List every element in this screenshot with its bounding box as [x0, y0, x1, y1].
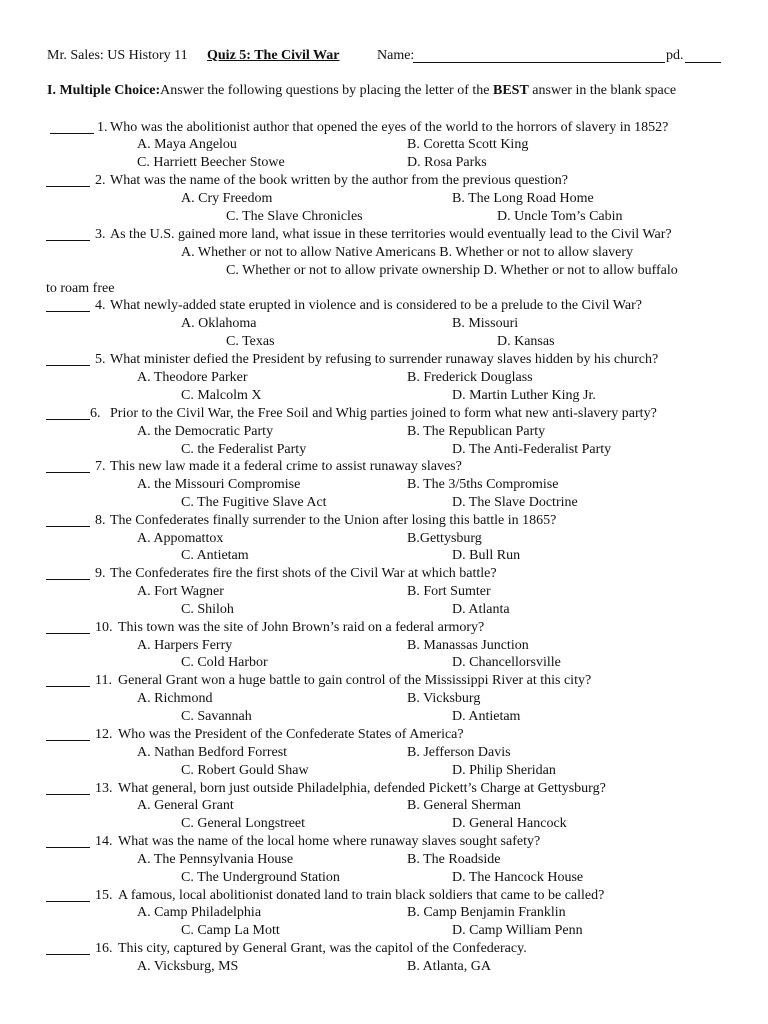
option-b: B. General Sherman — [407, 798, 521, 813]
question-2 — [0, 172, 768, 190]
option-d: D. The Anti-Federalist Party — [452, 442, 612, 457]
options-row-2 — [0, 815, 768, 833]
options-row-1 — [0, 851, 768, 869]
question-number: 5. — [95, 352, 106, 367]
option-a: A. the Democratic Party — [137, 424, 274, 439]
options-row-2 — [0, 208, 768, 226]
options-row-1 — [0, 476, 768, 494]
option-b: B. Frederick Douglass — [407, 370, 533, 385]
options-row-2 — [0, 869, 768, 887]
option-c: C. Camp La Mott — [181, 923, 280, 938]
question-number: 12. — [95, 727, 113, 742]
options-row-1 — [0, 530, 768, 548]
question-text: As the U.S. gained more land, what issue in these territories would eventually lead to the Civil War? — [110, 227, 672, 242]
option-d: D. Camp William Penn — [452, 923, 583, 938]
option-d: D. The Slave Doctrine — [452, 495, 578, 510]
question-number: 4. — [95, 298, 106, 313]
question-text: Prior to the Civil War, the Free Soil and Whig parties joined to form what new anti-slavery party? — [110, 406, 657, 421]
answer-blank-15[interactable] — [46, 887, 90, 902]
options-row-1 — [0, 369, 768, 387]
option-c: C. The Underground Station — [181, 870, 340, 885]
answer-blank-1[interactable] — [50, 119, 94, 134]
option-a: A. Vicksburg, MS — [137, 959, 239, 974]
options-row-1 — [0, 190, 768, 208]
option-d: D. General Hancock — [452, 816, 567, 831]
answer-blank-10[interactable] — [46, 619, 90, 634]
pd-label: pd. — [666, 48, 684, 63]
answer-blank-4[interactable] — [46, 297, 90, 312]
question-8 — [0, 512, 768, 530]
options-row-1 — [0, 423, 768, 441]
question-11 — [0, 672, 768, 690]
option-b: B. The 3/5ths Compromise — [407, 477, 559, 492]
question-number: 16. — [95, 941, 113, 956]
answer-blank-16[interactable] — [46, 940, 90, 955]
question-12 — [0, 726, 768, 744]
answer-blank-9[interactable] — [46, 565, 90, 580]
option-a: A. Camp Philadelphia — [137, 905, 262, 920]
options-row-1 — [0, 904, 768, 922]
name-field[interactable] — [413, 47, 665, 63]
question-9 — [0, 565, 768, 583]
option-a: A. the Missouri Compromise — [137, 477, 301, 492]
option-c: C. Texas — [226, 334, 275, 349]
answer-blank-2[interactable] — [46, 172, 90, 187]
answer-blank-8[interactable] — [46, 512, 90, 527]
question-text: This new law made it a federal crime to assist runaway slaves? — [110, 459, 462, 474]
options-row-2 — [0, 154, 768, 172]
options-row-1 — [0, 244, 768, 262]
answer-blank-7[interactable] — [46, 458, 90, 473]
question-15 — [0, 887, 768, 905]
option-d: D. Chancellorsville — [452, 655, 561, 670]
option-b: B. Camp Benjamin Franklin — [407, 905, 566, 920]
option-a: A. Nathan Bedford Forrest — [137, 745, 288, 760]
option-a: A. The Pennsylvania House — [137, 852, 294, 867]
option-c: C. Cold Harbor — [181, 655, 268, 670]
name-label: Name: — [377, 48, 415, 63]
question-text: Who was the abolitionist author that opened the eyes of the world to the horrors of slavery in 1852? — [110, 120, 669, 135]
options-row-2 — [0, 262, 768, 280]
question-number: 13. — [95, 781, 113, 796]
option-d: D. Antietam — [452, 709, 521, 724]
question-number: 7. — [95, 459, 106, 474]
question-number: 1. — [97, 120, 108, 135]
options-row-1 — [0, 958, 768, 976]
question-number: 6. — [90, 406, 101, 421]
period-field[interactable] — [685, 47, 721, 63]
option-c: C. The Fugitive Slave Act — [181, 495, 327, 510]
option-a: A. Cry Freedom — [181, 191, 273, 206]
option-wrap: to roam free — [46, 281, 115, 296]
option-d: D. Philip Sheridan — [452, 763, 556, 778]
option-b: B. Atlanta, GA — [407, 959, 491, 974]
options-row-2 — [0, 333, 768, 351]
options-row-2 — [0, 494, 768, 512]
option-b: B. Vicksburg — [407, 691, 481, 706]
question-text: The Confederates finally surrender to the Union after losing this battle in 1865? — [110, 513, 557, 528]
option-d: D. Kansas — [497, 334, 555, 349]
question-text: Who was the President of the Confederate States of America? — [118, 727, 464, 742]
question-13 — [0, 780, 768, 798]
option-a: A. Harpers Ferry — [137, 638, 233, 653]
option-b: B. The Roadside — [407, 852, 501, 867]
teacher-course: Mr. Sales: US History 11 — [47, 48, 188, 63]
option-d: D. The Hancock House — [452, 870, 584, 885]
option-d: D. Uncle Tom’s Cabin — [497, 209, 623, 224]
question-number: 14. — [95, 834, 113, 849]
question-number: 8. — [95, 513, 106, 528]
option-b: B. The Long Road Home — [452, 191, 594, 206]
options-row-1 — [0, 315, 768, 333]
options-row-1 — [0, 583, 768, 601]
option-b: B. The Republican Party — [407, 424, 546, 439]
option-c: C. General Longstreet — [181, 816, 306, 831]
answer-blank-12[interactable] — [46, 726, 90, 741]
option-c: C. Antietam — [181, 548, 249, 563]
option-b: B. Jefferson Davis — [407, 745, 511, 760]
option-c: C. Harriett Beecher Stowe — [137, 155, 285, 170]
question-7 — [0, 458, 768, 476]
answer-blank-5[interactable] — [46, 351, 90, 366]
instructions-text: Answer the following questions by placing the letter of the — [160, 83, 493, 98]
answer-blank-6[interactable] — [46, 405, 90, 420]
option-b: B.Gettysburg — [407, 531, 482, 546]
answer-blank-14[interactable] — [46, 833, 90, 848]
option-b: B. Manassas Junction — [407, 638, 529, 653]
question-6 — [0, 405, 768, 423]
option-a: A. Appomattox — [137, 531, 224, 546]
option-b: B. Coretta Scott King — [407, 137, 529, 152]
question-text: What newly-added state erupted in violence and is considered to be a prelude to the Civil War? — [110, 298, 642, 313]
option-d: D. Rosa Parks — [407, 155, 487, 170]
question-number: 15. — [95, 888, 113, 903]
question-number: 3. — [95, 227, 106, 242]
option-d: D. Martin Luther King Jr. — [452, 388, 596, 403]
option-a: A. General Grant — [137, 798, 234, 813]
option-d: D. Atlanta — [452, 602, 510, 617]
options-row-2 — [0, 762, 768, 780]
question-text: General Grant won a huge battle to gain control of the Mississippi River at this city? — [118, 673, 592, 688]
quiz-header — [0, 47, 768, 65]
options-row-2 — [0, 654, 768, 672]
question-text: What was the name of the local home where runaway slaves sought safety? — [118, 834, 541, 849]
options-row-1 — [0, 797, 768, 815]
options-row-1 — [0, 637, 768, 655]
option-c: C. Savannah — [181, 709, 252, 724]
answer-blank-3[interactable] — [46, 226, 90, 241]
question-4 — [0, 297, 768, 315]
options-row-1 — [0, 136, 768, 154]
question-16 — [0, 940, 768, 958]
question-number: 11. — [95, 673, 112, 688]
option-c: C. the Federalist Party — [181, 442, 307, 457]
options-row-1 — [0, 744, 768, 762]
options-cd: C. Whether or not to allow private ownership D. Whether or not to allow buffalo — [226, 263, 678, 278]
options-row-2 — [0, 387, 768, 405]
option-b: B. Fort Sumter — [407, 584, 491, 599]
question-text: What minister defied the President by refusing to surrender runaway slaves hidden by his church? — [110, 352, 659, 367]
option-c: C. Shiloh — [181, 602, 234, 617]
instructions-text-end: answer in the blank space — [528, 83, 677, 98]
question-5 — [0, 351, 768, 369]
question-3 — [0, 226, 768, 244]
option-a: A. Maya Angelou — [137, 137, 237, 152]
question-number: 2. — [95, 173, 106, 188]
question-text: The Confederates fire the first shots of the Civil War at which battle? — [110, 566, 497, 581]
option-c: C. Malcolm X — [181, 388, 262, 403]
options-row-1 — [0, 690, 768, 708]
options-row-2 — [0, 922, 768, 940]
question-text: This city, captured by General Grant, was the capitol of the Confederacy. — [118, 941, 527, 956]
quiz-title: Quiz 5: The Civil War — [207, 48, 340, 63]
option-c: C. The Slave Chronicles — [226, 209, 363, 224]
best-emphasis: BEST — [492, 83, 529, 98]
options-row-wrap — [0, 280, 768, 298]
question-text: A famous, local abolitionist donated land to train black soldiers that came to be called? — [118, 888, 605, 903]
question-number: 10. — [95, 620, 113, 635]
option-a: A. Oklahoma — [181, 316, 257, 331]
question-text: This town was the site of John Brown’s raid on a federal armory? — [118, 620, 485, 635]
question-text: What was the name of the book written by the author from the previous question? — [110, 173, 568, 188]
options-row-2 — [0, 708, 768, 726]
answer-blank-11[interactable] — [46, 672, 90, 687]
option-a: A. Theodore Parker — [137, 370, 248, 385]
question-10 — [0, 619, 768, 637]
options-row-2 — [0, 441, 768, 459]
question-1 — [0, 119, 768, 137]
question-text: What general, born just outside Philadelphia, defended Pickett’s Charge at Gettysburg? — [118, 781, 606, 796]
option-a: A. Richmond — [137, 691, 213, 706]
option-d: D. Bull Run — [452, 548, 521, 563]
options-row-2 — [0, 547, 768, 565]
question-number: 9. — [95, 566, 106, 581]
option-a: A. Fort Wagner — [137, 584, 224, 599]
question-14 — [0, 833, 768, 851]
option-b: B. Missouri — [452, 316, 519, 331]
section-instructions — [0, 82, 768, 100]
options-row-2 — [0, 601, 768, 619]
option-c: C. Robert Gould Shaw — [181, 763, 309, 778]
options-ab: A. Whether or not to allow Native Americans B. Whether or not to allow slavery — [181, 245, 634, 260]
answer-blank-13[interactable] — [46, 780, 90, 795]
section-title: I. Multiple Choice: — [47, 83, 161, 98]
